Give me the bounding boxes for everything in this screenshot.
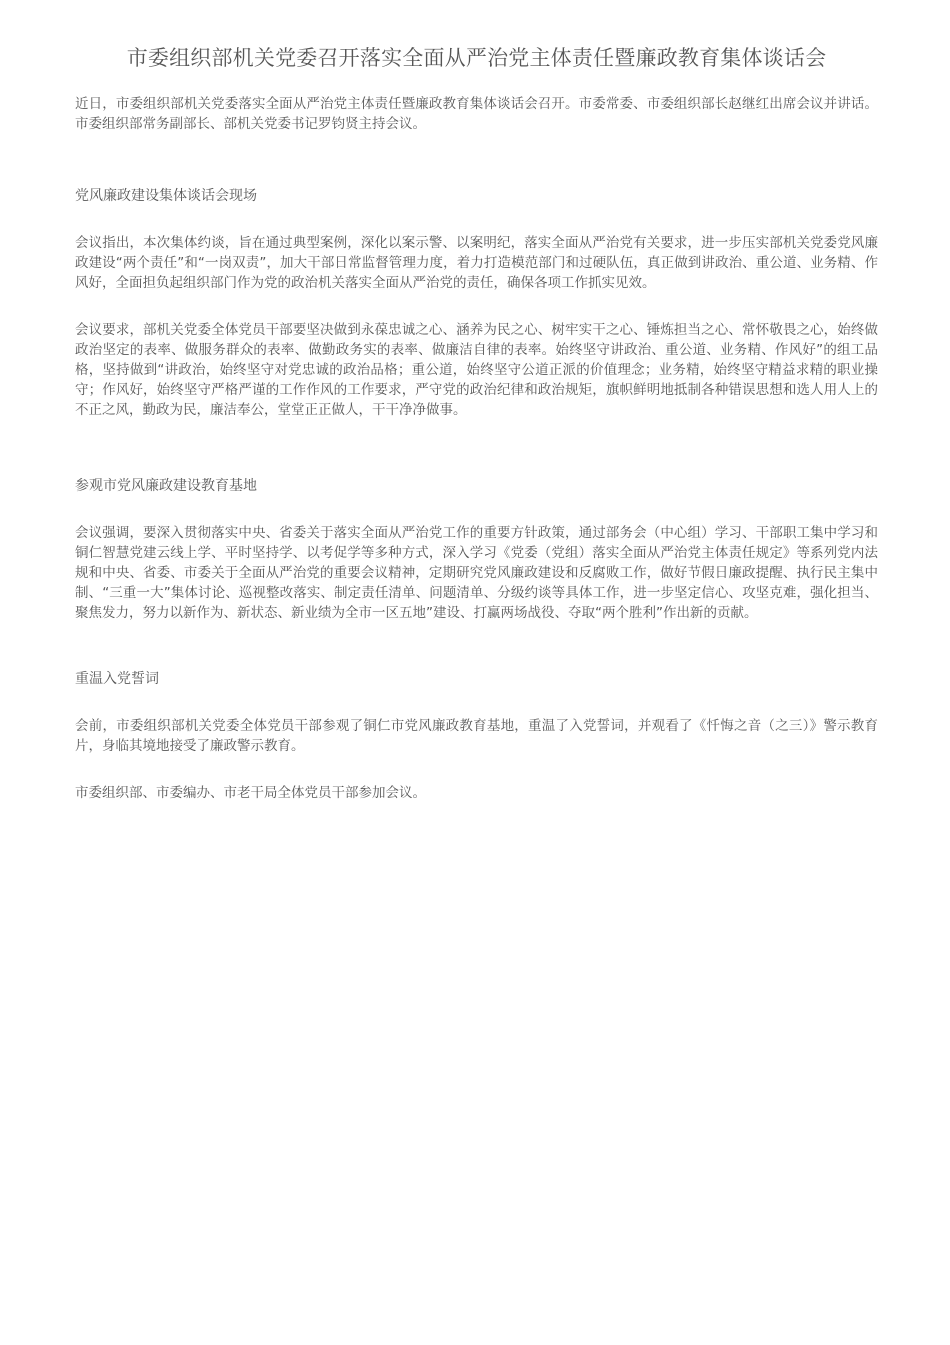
meeting-emphasis-paragraph: 会议强调，要深入贯彻落实中央、省委关于落实全面从严治党工作的重要方针政策，通过部务会（中心组）学习、干部职工集中学习和铜仁智慧党建云线上学、平时坚持学、以考促学等多种方式，深入学习《党委（党组）落实全面从严治党主体责任规定》等系列党内法规和中央、省委、市委关于全面从严治党的重要会议精神，定期研究党风廉政建设和反腐败工作，做好节假日廉政提醒、执行民主集中制、“三重一大”集体讨论、巡视整改落实、制定责任清单、问题清单、分级约谈等具体工作，进一步坚定信心、攻坚克难，强化担当、聚焦发力，努力以新作为、新状态、新业绩为全市一区五地”建设、打赢两场战役、夺取“两个胜利”作出新的贡献。 (75, 525, 878, 621)
section-heading-oath: 重温入党誓词 (75, 671, 159, 687)
section-heading-education-base: 参观市党风廉政建设教育基地 (75, 478, 257, 494)
pre-meeting-paragraph: 会前，市委组织部机关党委全体党员干部参观了铜仁市党风廉政教育基地，重温了入党誓词，并观看了《忏悔之音（之三）》警示教育片，身临其境地接受了廉政警示教育。 (75, 718, 878, 754)
meeting-requirements-paragraph: 会议要求，部机关党委全体党员干部要坚决做到永葆忠诚之心、涵养为民之心、树牢实干之心、锤炼担当之心、常怀敬畏之心，始终做政治坚定的表率、做服务群众的表率、做勤政务实的表率、做廉洁自律的表率。始终坚守讲政治、重公道、业务精、作风好”的组工品格，坚持做到“讲政治，始终坚守对党忠诚的政治品格；重公道，始终坚守公道正派的价值理念；业务精，始终坚守精益求精的职业操守；作风好，始终坚守严格严谨的工作作风的工作要求，严守党的政治纪律和政治规矩，旗帜鲜明地抵制各种错误思想和选人用人上的不正之风，勤政为民，廉洁奉公，堂堂正正做人，干干净净做事。 (75, 322, 878, 418)
attendees-paragraph: 市委组织部、市委编办、市老干局全体党员干部参加会议。 (75, 785, 426, 801)
section-heading-meeting-scene: 党风廉政建设集体谈话会现场 (75, 188, 257, 204)
meeting-points-paragraph: 会议指出，本次集体约谈，旨在通过典型案例，深化以案示警、以案明纪，落实全面从严治党有关要求，进一步压实部机关党委党风廉政建设“两个责任”和“一岗双责”，加大干部日常监督管理力度，着力打造模范部门和过硬队伍，真正做到讲政治、重公道、业务精、作风好，全面担负起组织部门作为党的政治机关落实全面从严治党的责任，确保各项工作抓实见效。 (75, 235, 878, 291)
article-title: 市委组织部机关党委召开落实全面从严治党主体责任暨廉政教育集体谈话会 (126, 46, 827, 70)
intro-paragraph: 近日，市委组织部机关党委落实全面从严治党主体责任暨廉政教育集体谈话会召开。市委常委、市委组织部长赵继红出席会议并讲话。市委组织部常务副部长、部机关党委书记罗钧贤主持会议。 (75, 96, 878, 132)
